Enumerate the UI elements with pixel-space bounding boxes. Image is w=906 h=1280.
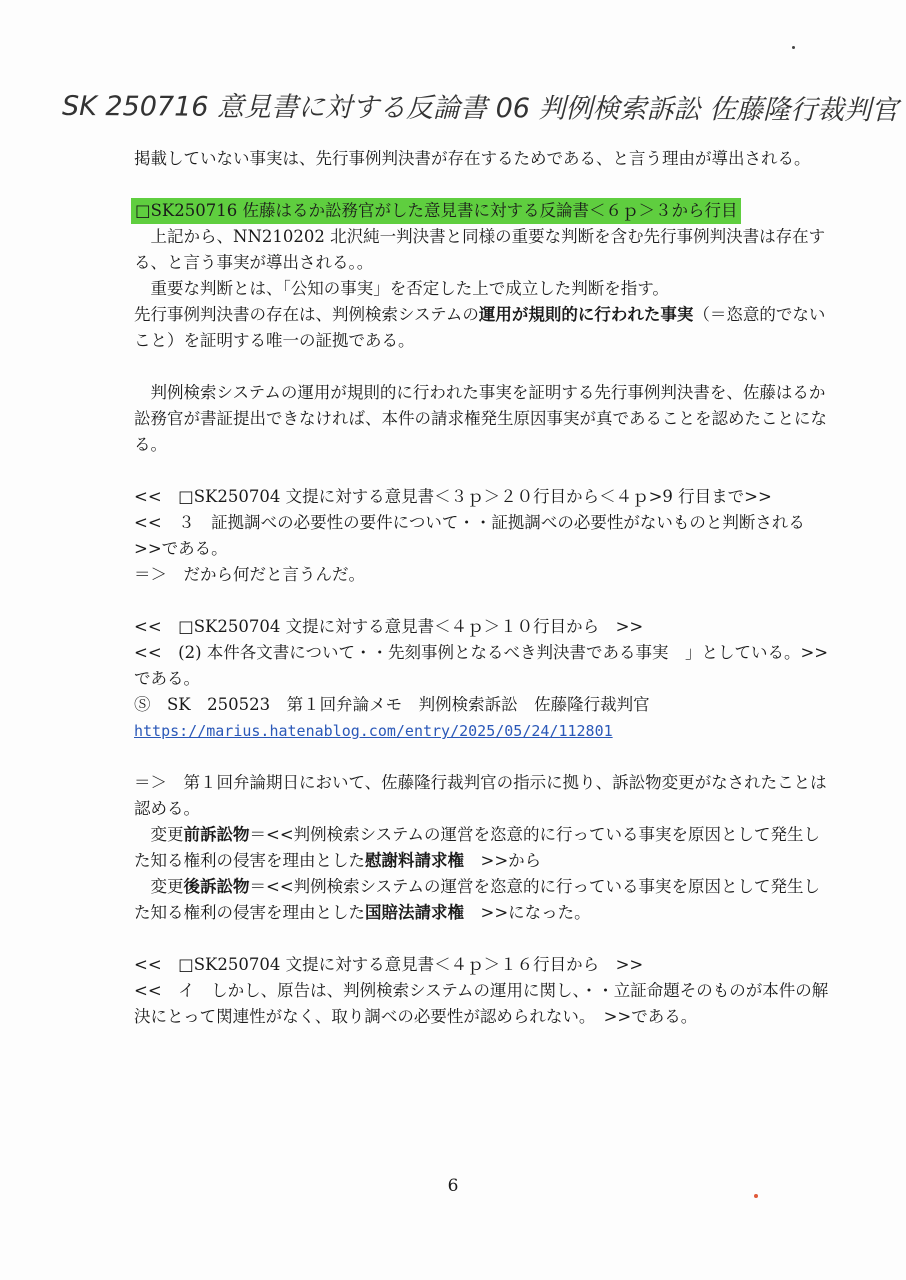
text-run: >>から xyxy=(464,851,542,870)
document-body xyxy=(134,146,834,1030)
link-line xyxy=(134,718,834,744)
bold-text: 慰謝料請求権 xyxy=(365,851,464,870)
scan-speck xyxy=(792,46,795,49)
paragraph xyxy=(134,822,834,874)
text-run: >>になった。 xyxy=(464,903,591,922)
paragraph xyxy=(134,302,834,354)
quote-ref: << □SK250704 文提に対する意見書＜４ｐ＞１６行目から >> xyxy=(134,955,644,974)
text-run: 変更 xyxy=(150,877,184,896)
quote-ref: << □SK250704 文提に対する意見書＜３ｐ＞２０行目から＜４ｐ>9 行目まで>> xyxy=(134,487,772,506)
text-run: 先行事例判決書の存在は、判例検索システムの xyxy=(134,305,479,324)
page-number: 6 xyxy=(447,1176,459,1196)
quote: << ３ 証拠調べの必要性の要件について・・証拠調べの必要性がないものと判断される >>である。 xyxy=(134,513,822,558)
response: ＝＞ 第１回弁論期日において、佐藤隆行裁判官の指示に拠り、訴訟物変更がなされたことは認める。 xyxy=(134,773,827,818)
quote-ref: << □SK250704 文提に対する意見書＜４ｐ＞１０行目から >> xyxy=(134,617,644,636)
paragraph: 上記から、NN210202 北沢純一判決書と同様の重要な判断を含む先行事例判決書は存在する、と言う事実が導出される。。 xyxy=(134,227,826,272)
text-run: 変更 xyxy=(150,825,184,844)
text-run: ＝<<判例検索システムの運営を恣意的に行っている事実を原因として発生した知る権利の侵害を理由とした xyxy=(134,825,821,870)
bold-text: 前訴訟物 xyxy=(183,825,250,844)
paragraph: 重要な判断とは、「公知の事実」を否定した上で成立した判断を指す。 xyxy=(150,279,669,298)
scan-speck xyxy=(754,1194,758,1198)
highlighted-heading xyxy=(134,198,834,224)
bold-text: 運用が規則的に行われた事実 xyxy=(478,305,694,324)
text-run: ＝<<判例検索システムの運営を恣意的に行っている事実を原因として発生した知る権利の侵害を理由とした xyxy=(134,877,821,922)
response: ＝＞ だから何だと言うんだ。 xyxy=(134,565,365,584)
bold-text: 国賠法請求権 xyxy=(365,903,464,922)
text-run: （＝恣意的でないこと）を証明する唯一の証拠である。 xyxy=(134,305,826,350)
paragraph xyxy=(134,874,834,926)
handwritten-title: SK 250716 意見書に対する反論書 06 判例検索訴訟 佐藤隆行裁判官 xyxy=(61,90,899,127)
highlight-mark: □SK250716 佐藤はるか訟務官がした意見書に対する反論書＜６ｐ＞３から行目 xyxy=(131,198,741,224)
paragraph: 判例検索システムの運用が規則的に行われた事実を証明する先行事例判決書を、佐藤はるか訟務官が書証提出できなければ、本件の請求権発生原因事実が真であることを認めたことになる。 xyxy=(134,383,827,454)
paragraph: 掲載していない事実は、先行事例判決書が存在するためである、と言う理由が導出される。 xyxy=(134,149,811,168)
quote: << イ しかし、原告は、判例検索システムの運用に関し、・・立証命題そのものが本件の解決にとって関連性がなく、取り調べの必要性が認められない。 >>である。 xyxy=(134,981,829,1026)
quote: << (2) 本件各文書について・・先刻事例となるべき判決書である事実 」としている。>>である。 xyxy=(134,643,829,688)
bold-text: 後訴訟物 xyxy=(183,877,250,896)
blog-link[interactable]: https://marius.hatenablog.com/entry/2025/05/24/112801 xyxy=(134,722,613,740)
reference: Ⓢ SK 250523 第１回弁論メモ 判例検索訴訟 佐藤隆行裁判官 xyxy=(134,695,650,714)
